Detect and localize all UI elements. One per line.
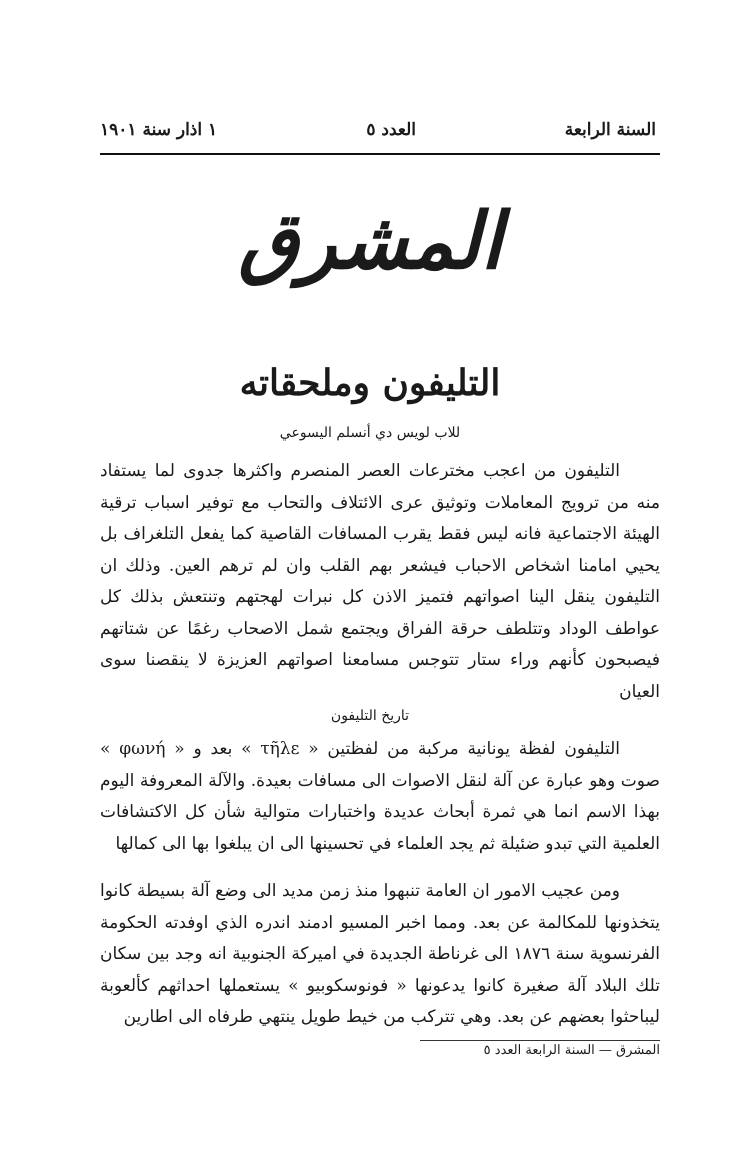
article-paragraph-1 — [100, 456, 660, 708]
volume-year: السنة الرابعة — [564, 120, 656, 140]
masthead-logo — [240, 192, 502, 302]
footer-divider — [420, 1040, 660, 1041]
article-paragraph-2 — [100, 734, 660, 860]
issue-header — [100, 120, 656, 148]
article-title: التليفون وملحقاته — [239, 362, 501, 404]
page-footer: المشرق — السنة الرابعة العدد ٥ — [483, 1043, 660, 1058]
paragraph-text: ومن عجيب الامور ان العامة تنبهوا منذ زمن مديد الى وضع آلة بسيطة كانوا يتخذونها للمكالمة عن بعد. ومما اخبر المسيو ادمند اندره الذي اوفدته الحكومة الفرنسوية سنة ١٨٧٦ الى غرناطة الجديدة في اميركة الجنوبية انه وجد بين سكان تلك البلاد آلة صغيرة كانوا يدعونها « فونوسكوبيو » يستعملها احداثهم كألعوبة ليباحثوا بعضهم عن بعد. وهي تتركب من خيط طويل ينتهي طرفاه الى اطارين — [100, 881, 660, 1027]
header-divider — [100, 153, 660, 155]
issue-date: ١ اذار سنة ١٩٠١ — [100, 120, 218, 140]
paragraph-text: التليفون لفظة يونانية مركبة من لفظتين « τῆλε » بعد و « φωνή » صوت وهو عبارة عن آلة لنقل الاصوات الى مسافات بعيدة. والآلة المعروفة اليوم بهذا الاسم انما هي ثمرة أبحاث عديدة واختبارات متوالية شأن كل الاكتشافات العلمية التي تبدو ضئيلة ثم يجد العلماء في تحسينها الى ان يبلغوا بها الى كمالها — [100, 739, 660, 854]
section-subheading: تاريخ التليفون — [330, 708, 410, 724]
paragraph-text: التليفون من اعجب مخترعات العصر المنصرم واكثرها جدوى لما يستفاد منه من ترويج المعاملات وتوثيق عرى الائتلاف والتحاب مع توفير اسباب ترقية الهيئة الاجتماعية فانه ليس فقط يقرب المسافات القاصية كما يفعل التلغراف بل يحيي امامنا اشخاص الاحباب فيشعر بهم القلب وان لم ترهم العين. وذلك ان التليفون ينقل الينا اصواتهم فتميز الاذن كل نبرات لهجتهم وتنتعش بذلك كل عواطف الوداد وتتلطف حرقة الفراق ويجتمع شمل الاصحاب رغمًا عن شتاتهم فيصبحون كأنهم وراء ستار تتوجس مسامعنا اصواتهم العزيزة لا ينقصنا سوى العيان — [100, 461, 660, 702]
issue-number: العدد ٥ — [366, 120, 416, 140]
article-paragraph-3 — [100, 876, 660, 1034]
article-byline: للاب لويس دي أنسلم اليسوعي — [279, 425, 461, 441]
masthead-title: المشرق — [238, 196, 502, 287]
